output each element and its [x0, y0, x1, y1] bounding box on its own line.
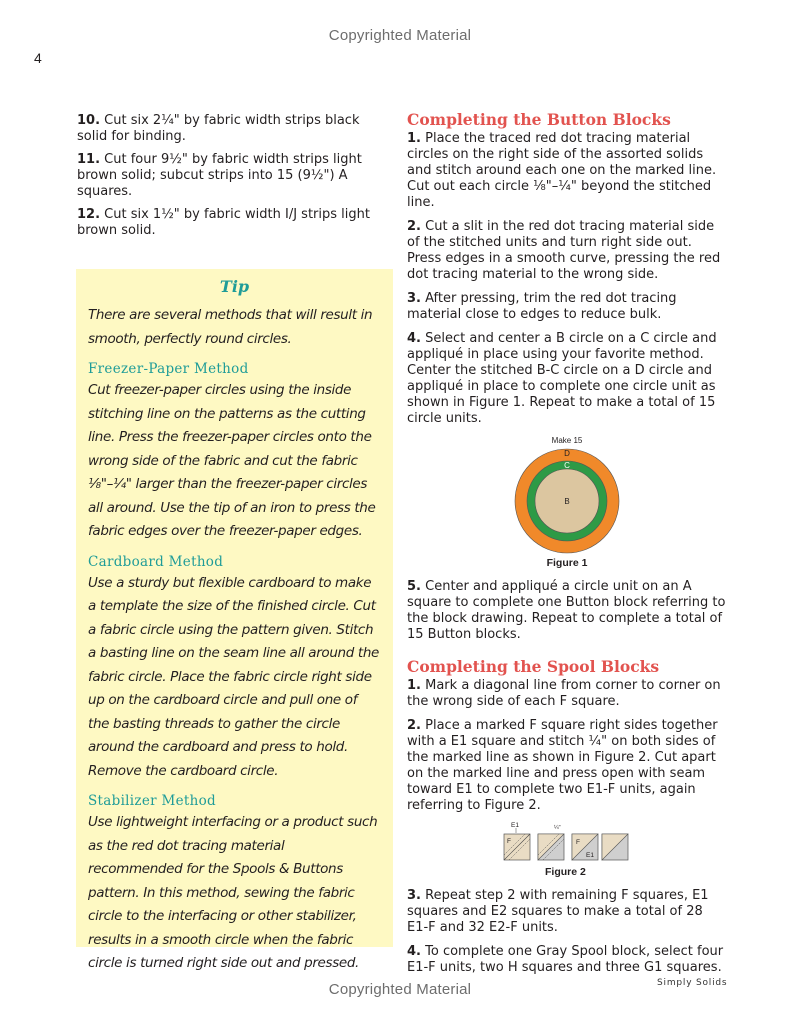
step-number: 2. — [407, 219, 421, 234]
label-d: D — [564, 449, 570, 458]
figure-1-circle-unit — [507, 435, 627, 555]
button-step-3 — [407, 291, 727, 323]
step-number: 2. — [407, 718, 421, 733]
freezer-paper-heading: Freezer-Paper Method — [88, 361, 249, 377]
copyright-watermark-bottom: Copyrighted Material — [328, 981, 472, 998]
step-text: Center and appliqué a circle unit on an A square to complete one Button block referring to the block drawing. Repeat to complete a total of 15 Button blocks. — [407, 579, 726, 642]
step-number: 4. — [407, 944, 421, 959]
step-text: Cut six 1½" by fabric width I/J strips light brown solid. — [77, 207, 370, 238]
right-column — [407, 110, 727, 984]
copyright-watermark-top: Copyrighted Material — [328, 27, 472, 44]
freezer-paper-text: Cut freezer-paper circles using the inside stitching line on the patterns as the cutting line. Press the freezer-paper circles onto the wrong side of the fabric and cut the fabric ⅛"–¼" larger than the freezer-paper circles all around. Use the tip of an iron to press the fabric edges over the freezer-paper edges. — [88, 382, 376, 539]
step-10 — [77, 113, 387, 145]
button-step-5 — [407, 579, 727, 643]
button-step-2 — [407, 219, 727, 283]
tip-box — [76, 269, 393, 971]
label-c: C — [564, 461, 570, 470]
label-b: B — [564, 497, 570, 506]
step-text: Cut four 9½" by fabric width strips light brown solid; subcut strips into 15 (9½") A squares. — [77, 152, 362, 199]
spool-step-3 — [407, 888, 727, 936]
step-number: 12. — [77, 207, 101, 222]
label-f: F — [507, 838, 511, 845]
step-number: 3. — [407, 888, 421, 903]
make-15-label: Make 15 — [551, 436, 583, 445]
step-12 — [77, 207, 387, 239]
spool-step-2 — [407, 718, 727, 814]
step-number: 5. — [407, 579, 421, 594]
step-text: Select and center a B circle on a C circle and appliqué in place using your favorite method. Center the stitched B-C circle on a D circle and appliqué in place to complete one circle unit as shown in Figure 1. Repeat to make a total of 15 circle units. — [407, 331, 717, 426]
step-text: Cut a slit in the red dot tracing material side of the stitched units and turn right side out. Press edges in a smooth curve, pressing the red dot tracing material to the wrong side. — [407, 219, 721, 282]
cardboard-text: Use a sturdy but flexible cardboard to make a template the size of the finished circle. Cut a fabric circle using the pattern given. Stitch a basting line on the seam line all around the fabric circle. Place the fabric circle right side up on the cardboard circle and pull one of the basting threads to gather the circle around the cardboard and press to hold. Remove the cardboard circle. — [88, 574, 379, 779]
step-text: To complete one Gray Spool block, select four E1-F units, two H squares and three G1 squares. — [407, 944, 724, 975]
cutting-steps-list — [77, 113, 387, 246]
step-text: Repeat step 2 with remaining F squares, E1 squares and E2 squares to make a total of 28 E1-F and 32 E2-F units. — [407, 888, 709, 935]
step-text: Place the traced red dot tracing material circles on the right side of the assorted solids and stitch around each one on the marked line. Cut out each circle ⅛"–¼" beyond the stitched line. — [407, 131, 717, 210]
spool-step-1 — [407, 678, 727, 710]
button-blocks-heading: Completing the Button Blocks — [407, 110, 671, 129]
spool-step-4 — [407, 944, 727, 976]
stabilizer-text: Use lightweight interfacing or a product such as the red dot tracing material recommended for the Spools & Buttons pattern. In this method, sewing the fabric circle to the interfacing or other stabilizer, results in a smooth circle when the fabric circle is turned right side out and pressed. — [88, 814, 378, 971]
figure-2-e1-f-units — [502, 822, 632, 864]
step-number: 11. — [77, 152, 101, 167]
page-number: 4 — [34, 50, 42, 66]
label-f-2: F — [576, 839, 580, 846]
label-e1-top: E1 — [511, 822, 519, 829]
step-number: 1. — [407, 131, 421, 146]
step-text: Mark a diagonal line from corner to corner on the wrong side of each F square. — [407, 678, 721, 709]
step-text: Cut six 2¼" by fabric width strips black solid for binding. — [77, 113, 360, 144]
step-text: After pressing, trim the red dot tracing material close to edges to reduce bulk. — [407, 291, 677, 322]
footer-title: Simply Solids — [657, 978, 728, 988]
step-11 — [77, 152, 387, 200]
step-number: 1. — [407, 678, 421, 693]
step-number: 10. — [77, 113, 101, 128]
figure-2-caption: Figure 2 — [545, 866, 586, 878]
tip-title: Tip — [219, 277, 250, 296]
cardboard-heading: Cardboard Method — [88, 553, 224, 570]
tip-intro: There are several methods that will result in smooth, perfectly round circles. — [88, 307, 373, 347]
label-quarter-inch: ¼" — [554, 825, 561, 831]
spool-blocks-heading: Completing the Spool Blocks — [407, 657, 660, 676]
step-text: Place a marked F square right sides together with a E1 square and stitch ¼" on both sides of the marked line as shown in Figure 2. Cut apart on the marked line and press open with seam toward E1 to complete two E1-F units, again referring to Figure 2. — [407, 718, 718, 813]
step-number: 4. — [407, 331, 421, 346]
label-e1: E1 — [586, 852, 594, 859]
button-step-1 — [407, 131, 727, 211]
step-number: 3. — [407, 291, 421, 306]
stabilizer-heading: Stabilizer Method — [88, 793, 216, 809]
figure-1-caption: Figure 1 — [546, 557, 588, 569]
button-step-4 — [407, 331, 727, 427]
